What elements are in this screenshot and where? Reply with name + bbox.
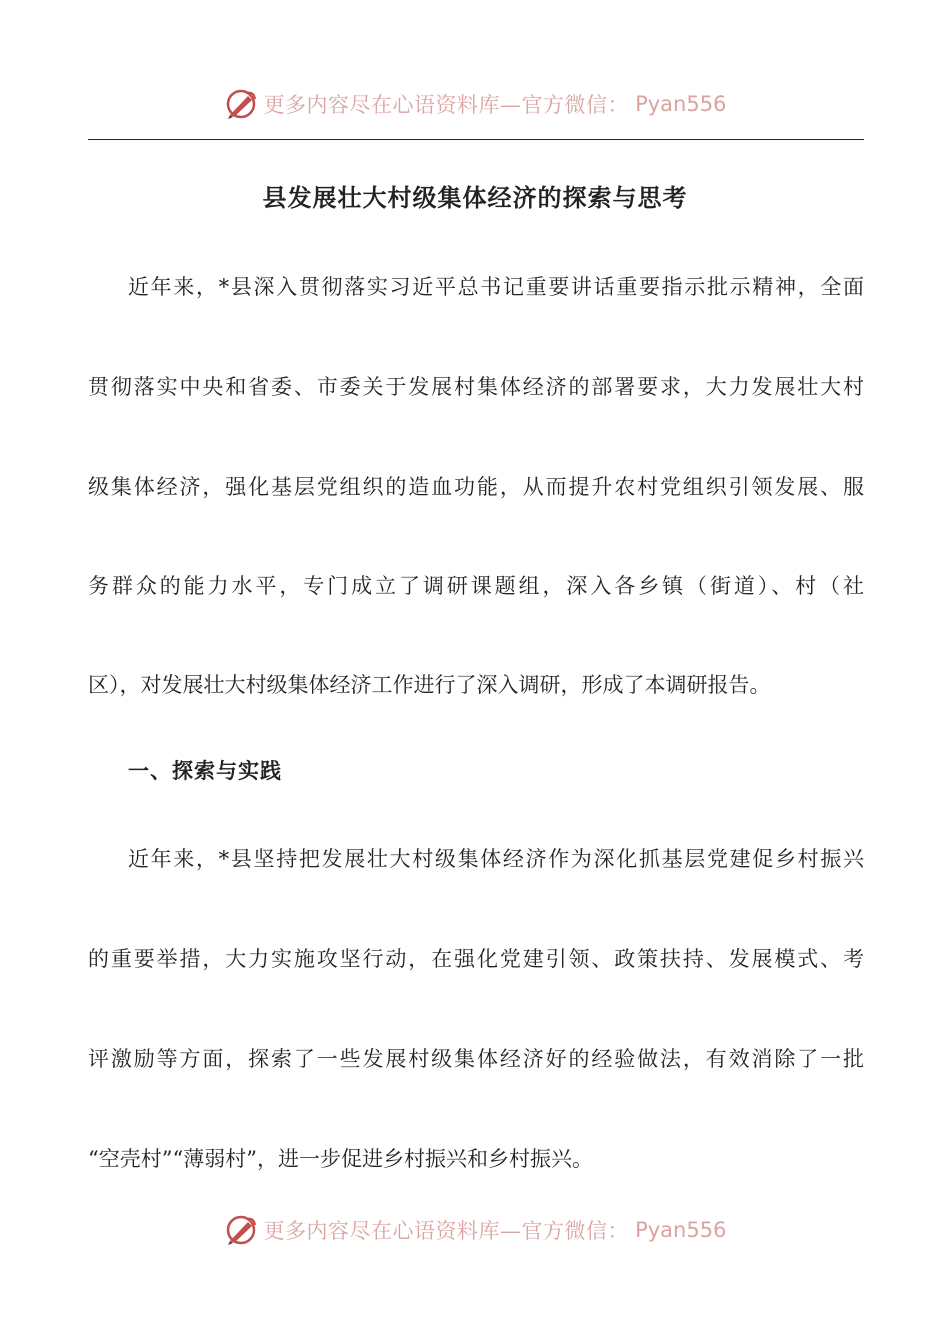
watermark-wechat-id: Pyan556 xyxy=(635,1218,727,1242)
paragraph-1-line-5: 区），对发展壮大村级集体经济工作进行了深入调研，形成了本调研报告。 xyxy=(88,673,771,697)
pen-logo-icon xyxy=(224,1213,258,1247)
footer-watermark xyxy=(0,1210,950,1250)
paragraph-1-line-3: 级集体经济，强化基层党组织的造血功能，从而提升农村党组织引领发展、服 xyxy=(88,475,864,499)
paragraph-2-line-3: 评激励等方面，探索了一些发展村级集体经济好的经验做法，有效消除了一批 xyxy=(88,1047,864,1071)
header-divider xyxy=(88,139,864,140)
section-heading: 一、探索与实践 xyxy=(128,758,282,783)
paragraph-2-line-2: 的重要举措，大力实施攻坚行动，在强化党建引领、政策扶持、发展模式、考 xyxy=(88,947,864,971)
watermark-wechat-id: Pyan556 xyxy=(635,92,727,116)
header-watermark xyxy=(0,84,950,124)
watermark-text: 更多内容尽在心语资料库—官方微信： xyxy=(263,93,630,117)
pen-logo-icon xyxy=(224,87,258,121)
paragraph-1-line-2: 贯彻落实中央和省委、市委关于发展村集体经济的部署要求，大力发展壮大村 xyxy=(88,375,864,399)
paragraph-1-line-4: 务群众的能力水平，专门成立了调研课题组，深入各乡镇（街道）、村（社 xyxy=(88,574,864,598)
paragraph-2-line-1: 近年来，*县坚持把发展壮大村级集体经济作为深化抓基层党建促乡村振兴 xyxy=(128,847,864,871)
paragraph-2-line-4: “空壳村”“薄弱村”，进一步促进乡村振兴和乡村振兴。 xyxy=(88,1147,593,1171)
document-title: 县发展壮大村级集体经济的探索与思考 xyxy=(262,183,688,212)
paragraph-1-line-1: 近年来，*县深入贯彻落实习近平总书记重要讲话重要指示批示精神，全面 xyxy=(128,275,864,299)
watermark-text: 更多内容尽在心语资料库—官方微信： xyxy=(263,1219,630,1243)
